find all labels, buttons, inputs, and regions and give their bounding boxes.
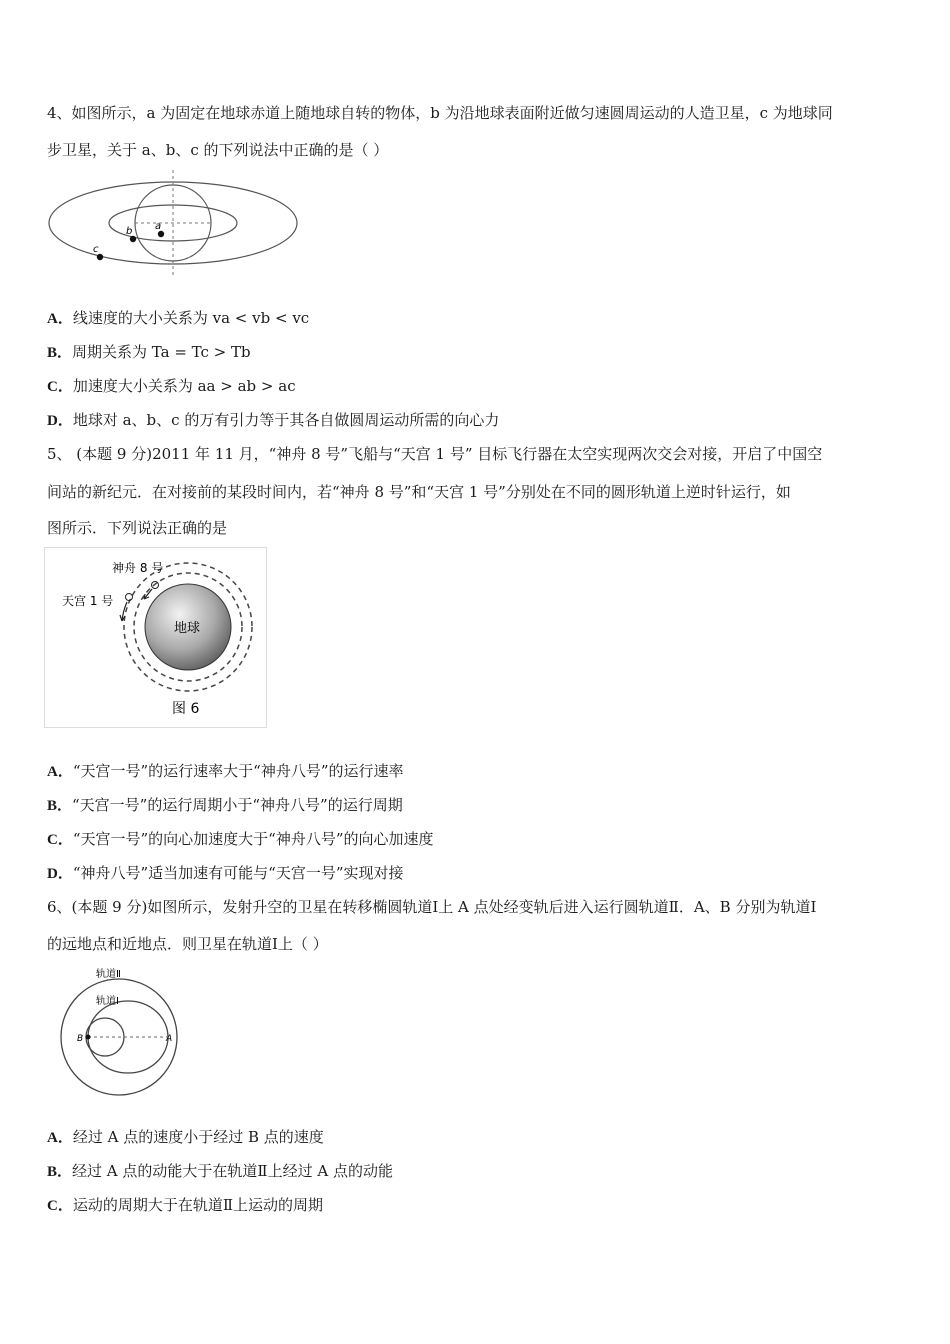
q6-option-a: A．经过 A 点的速度小于经过 B 点的速度 xyxy=(47,1128,324,1146)
orbit2-label: 轨道Ⅱ xyxy=(96,969,121,980)
q6-stem-line1: 6、(本题 9 分)如图所示，发射升空的卫星在转移椭圆轨道Ⅰ上 A 点处经变轨后进入运行圆轨道Ⅱ．A、B 分别为轨道Ⅰ xyxy=(47,898,817,916)
q5-figure-docking xyxy=(44,547,268,729)
label-B: B xyxy=(77,1034,84,1044)
q4-stem-line2: 步卫星，关于 a、b、c 的下列说法中正确的是（ ） xyxy=(47,141,389,159)
tiangong-craft xyxy=(126,594,133,601)
shenzhou-label: 神舟 8 号 xyxy=(112,561,164,575)
label-a: a xyxy=(155,221,162,232)
point-B xyxy=(86,1035,91,1040)
earth-label: 地球 xyxy=(174,621,201,636)
label-c: c xyxy=(93,244,99,255)
q4-stem-line1: 4、如图所示，a 为固定在地球赤道上随地球自转的物体，b 为沿地球表面附近做匀速圆周运动的人造卫星，c 为地球同 xyxy=(47,104,833,122)
label-b: b xyxy=(126,226,133,237)
label-A: A xyxy=(166,1034,173,1044)
q4-option-a: A．线速度的大小关系为 va < vb < vc xyxy=(47,309,310,327)
q5-stem-line2: 间站的新纪元．在对接前的某段时间内，若“神舟 8 号”和“天宫 1 号”分别处在不同的圆形轨道上逆时针运行，如 xyxy=(47,483,791,501)
q6-stem-line2: 的远地点和近地点．则卫星在轨道Ⅰ上（ ） xyxy=(47,935,328,953)
q5-stem-line1: 5、 (本题 9 分)2011 年 11 月，“神舟 8 号”飞船与“天宫 1 号” 目标飞行器在太空实现两次交会对接，开启了中国空 xyxy=(47,445,823,463)
q5-option-b: B．“天宫一号”的运行周期小于“神舟八号”的运行周期 xyxy=(47,796,403,814)
figure-caption: 图 6 xyxy=(172,701,200,717)
q4-figure-orbits xyxy=(45,168,301,280)
q4-option-b: B．周期关系为 Ta = Tc > Tb xyxy=(47,343,251,361)
q5-option-d: D．“神舟八号”适当加速有可能与“天宫一号”实现对接 xyxy=(47,864,404,882)
q4-option-c: C．加速度大小关系为 aa > ab > ac xyxy=(47,377,296,395)
q5-stem-line3: 图所示．下列说法正确的是 xyxy=(47,519,228,537)
tiangong-label: 天宫 1 号 xyxy=(62,594,114,608)
q6-option-b: B．经过 A 点的动能大于在轨道Ⅱ上经过 A 点的动能 xyxy=(47,1162,393,1180)
q6-figure-orbits xyxy=(46,963,196,1097)
q6-option-c: C．运动的周期大于在轨道Ⅱ上运动的周期 xyxy=(47,1196,324,1214)
q4-option-d: D．地球对 a、b、c 的万有引力等于其各自做圆周运动所需的向心力 xyxy=(47,411,500,429)
q5-option-c: C．“天宫一号”的向心加速度大于“神舟八号”的向心加速度 xyxy=(47,830,434,848)
orbit1-label: 轨道Ⅰ xyxy=(96,996,119,1007)
q5-option-a: A．“天宫一号”的运行速率大于“神舟八号”的运行速率 xyxy=(47,762,404,780)
